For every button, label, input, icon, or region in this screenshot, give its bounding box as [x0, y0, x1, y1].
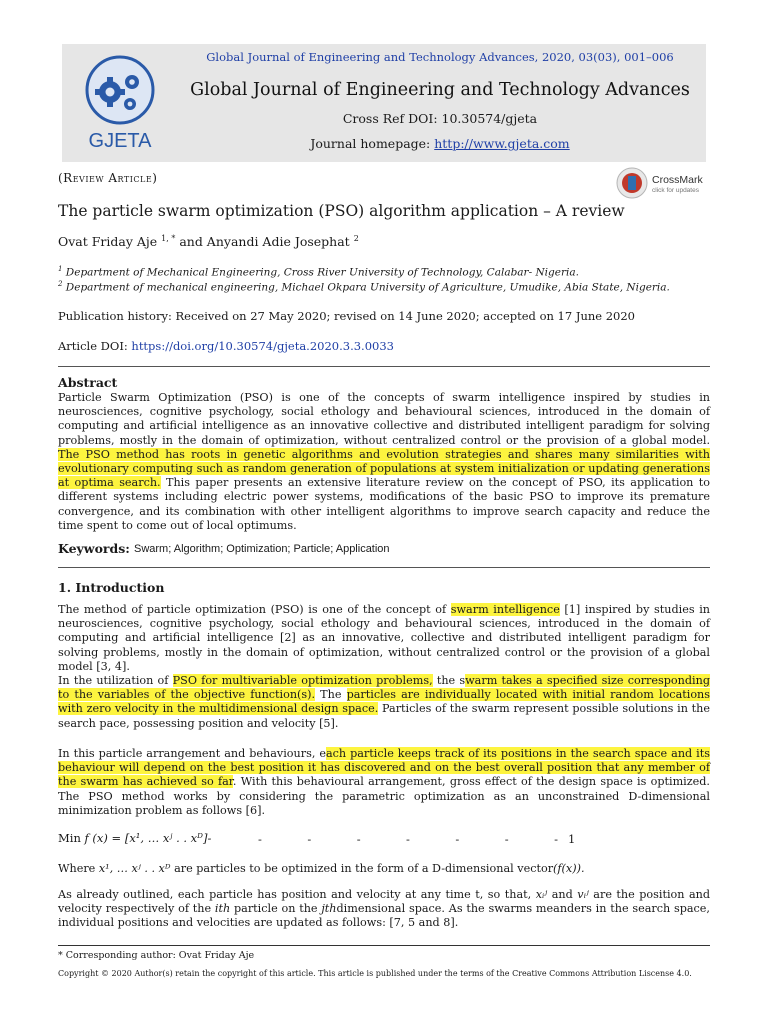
- affiliation-2-sup: 2: [58, 280, 63, 288]
- intro-p2-text-a: In the utilization of: [58, 674, 173, 687]
- equation-lhs: Min: [58, 831, 85, 845]
- divider: [58, 366, 710, 367]
- intro-p2-highlight-3: particles are individually located with initial random locations with zero velocity in the multidimensional design space.: [58, 688, 710, 716]
- crossmark-label[interactable]: CrossMark: [652, 174, 703, 186]
- intro-paragraph-4: [58, 888, 710, 931]
- velocity-symbol: vᵢʲ: [577, 888, 589, 901]
- author-1-sup: 1, *: [161, 234, 176, 243]
- equation-dash: -: [356, 832, 361, 846]
- copyright-notice: Copyright © 2020 Author(s) retain the copyright of this article. This article is published under the terms of the Creative Commons Attribution Liscense 4.0.: [58, 969, 692, 978]
- equation-dash: -: [504, 832, 509, 846]
- article-doi-label: Article DOI:: [58, 339, 132, 353]
- equation-dash: -: [406, 832, 410, 846]
- intro-p3-text-b: . With this behavioural arrangement, gross effect of the design space is optimized. The PSO method works by considering the parametric optimization as an unconstrained D-dimensional minimization problem as follows [6].: [58, 775, 710, 817]
- svg-text:GJETA: GJETA: [88, 130, 152, 152]
- equation-function: f (x): [84, 831, 108, 845]
- position-symbol: xᵢʲ: [535, 888, 548, 901]
- intro-p1-highlight: swarm intelligence: [450, 603, 560, 616]
- where-math: x¹, … xʲ . . xᴰ: [98, 862, 171, 875]
- affiliation-1: [58, 265, 579, 279]
- intro-paragraph-2: [58, 674, 710, 731]
- keywords: Swarm; Algorithm; Optimization; Particle; Application: [134, 543, 390, 555]
- keywords-label: Keywords:: [58, 541, 130, 556]
- intro-p2-highlight-2: warm takes a specified size corresponding to the variables of the objective function(s).: [58, 674, 710, 702]
- intro-paragraph-3: [58, 747, 710, 818]
- equation-number: 1: [568, 832, 576, 846]
- affiliation-1-sup: 1: [58, 265, 63, 273]
- intro-p2-text-c: The: [315, 688, 347, 702]
- equation-dash: -: [258, 832, 262, 846]
- intro-p4-text-c: particle on the: [230, 902, 322, 916]
- equation-dash: -: [307, 832, 312, 846]
- publication-history: Publication history: Received on 27 May 2020; revised on 14 June 2020; accepted on 17 June 2020: [58, 309, 635, 323]
- where-fx: (f(x)).: [553, 862, 585, 875]
- article-doi-link[interactable]: https://doi.org/10.30574/gjeta.2020.3.3.0033: [131, 339, 394, 353]
- affiliation-2: [58, 280, 670, 294]
- equation-leader: [258, 832, 558, 846]
- intro-p4-text-d: dimensional space. As the swarms meanders in the search space, individual positions and velocities are updated as follows: [7, 5 and 8].: [58, 902, 710, 930]
- abstract-heading: Abstract: [58, 375, 118, 390]
- affiliation-1-text: Department of Mechanical Engineering, Cross River University of Technology, Calabar- Nigeria.: [62, 266, 579, 279]
- crossmark-sub[interactable]: click for updates: [652, 187, 699, 194]
- article-type: (Review Article): [58, 171, 158, 185]
- intro-p4-and: and: [547, 888, 578, 901]
- abstract-text-1: Particle Swarm Optimization (PSO) is one of the concepts of swarm intelligence inspired by studies in neurosciences, cognitive psychology, social ethology and behavioural sciences, introduced in the domain of computing and artificial intelligence as an innovative collective and distributed intelligent paradigm for solving problems, mostly in the domain of optimization, without centralized control or the provision of a global model.: [58, 391, 710, 447]
- intro-p1-text-b: [1] inspired by studies in neurosciences, cognitive psychology, social ethology and behavioural sciences, introduced in the domain of computing and artificial intelligence [2] as an innovative, collective and distributed intelligent paradigm for solving problems, mostly in the domain of optimization, without centralized control or the provision of a global model [3, 4].: [58, 603, 710, 673]
- gjeta-logo: [72, 52, 168, 152]
- equation-dash: -: [554, 832, 558, 846]
- article-doi: [58, 339, 394, 353]
- intro-p3-highlight: ach particle keeps track of its positions in the search space and its behaviour will depend on the best position it has discovered and on the best overall position that any member of the swarm has achieved so far: [58, 747, 710, 789]
- where-text-b: are particles to be optimized in the form of a D-dimensional vector: [170, 862, 554, 875]
- intro-p2-text-b: the s: [432, 674, 466, 687]
- intro-paragraph-1: [58, 603, 710, 674]
- intro-p1-text-a: The method of particle optimization (PSO) is one of the concept of: [58, 603, 451, 616]
- equation-dash: -: [455, 832, 460, 846]
- where-text-a: Where: [58, 862, 99, 875]
- journal-title: Global Journal of Engineering and Technology Advances: [190, 80, 690, 100]
- corresponding-author: * Corresponding author: Ovat Friday Aje: [58, 950, 255, 961]
- where-line: [58, 862, 710, 876]
- journal-citation: Global Journal of Engineering and Technology Advances, 2020, 03(03), 001–006: [206, 50, 674, 64]
- homepage-label: Journal homepage:: [310, 136, 435, 151]
- crossref-doi: Cross Ref DOI: 10.30574/gjeta: [342, 111, 538, 126]
- abstract-text: [58, 391, 710, 533]
- equation-rhs: = [x¹, … xʲ . . xᴰ]-: [107, 831, 212, 845]
- intro-p2-text-d: Particles of the swarm represent possible solutions in the search pace, possessing position and velocity [5].: [58, 702, 710, 730]
- article-title: The particle swarm optimization (PSO) algorithm application – A review: [58, 202, 625, 220]
- intro-p4-text-a: As already outlined, each particle has position and velocity at any time t, so that,: [58, 888, 536, 901]
- intro-p3-text-a: In this particle arrangement and behaviours, e: [58, 747, 326, 760]
- abstract-text-2: This paper presents an extensive literature review on the concept of PSO, its application to different systems including electric power systems, modifications of the basic PSO to improve its premature convergence, and its combination with other intelligent algorithms to improve search capacity and reduce the time spent to come out of local optimums.: [58, 476, 711, 532]
- jth-symbol: jth: [321, 902, 337, 916]
- author-2-sup: 2: [353, 234, 359, 243]
- ith-symbol: ith: [214, 902, 231, 916]
- author-1: Ovat Friday Aje: [58, 234, 162, 250]
- homepage-link[interactable]: http://www.gjeta.com: [434, 136, 570, 151]
- author-2: and Anyandi Adie Josephat: [175, 234, 354, 250]
- divider: [58, 567, 710, 568]
- authors: [58, 234, 359, 249]
- intro-p2-highlight-1: PSO for multivariable optimization problems,: [172, 674, 433, 687]
- journal-homepage: [180, 136, 700, 151]
- affiliation-2-text: Department of mechanical engineering, Michael Okpara University of Agriculture, Umudike, Abia State, Nigeria.: [62, 281, 670, 294]
- footnote-divider: [58, 945, 710, 946]
- introduction-heading: 1. Introduction: [58, 580, 165, 595]
- abstract-highlight: The PSO method has roots in genetic algorithms and evolution strategies and shares many similarities with evolutionary computing such as random generation of populations at system initialization or updating generations at optima search.: [58, 447, 710, 490]
- intro-p4-text-b: are the position and velocity respectively of the: [58, 888, 711, 916]
